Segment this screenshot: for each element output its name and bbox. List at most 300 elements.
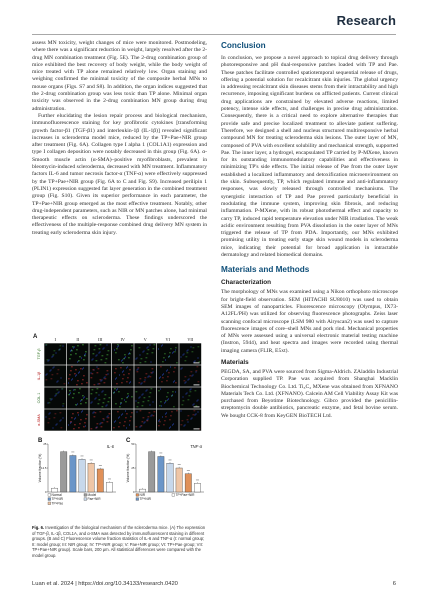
y-axis-label: Volume fraction (%) <box>126 453 130 483</box>
nucleus-dot <box>56 381 57 382</box>
legend-label: TP+NIR <box>139 497 151 502</box>
marker-signal <box>196 406 198 407</box>
nucleus-dot <box>52 427 53 428</box>
nucleus-dot <box>50 369 51 370</box>
nucleus-dot <box>184 382 185 383</box>
nucleus-dot <box>98 394 99 395</box>
nucleus-dot <box>197 411 198 412</box>
marker-signal <box>54 418 56 419</box>
marker-signal <box>74 390 76 391</box>
marker-signal <box>114 373 116 374</box>
journal-header <box>32 9 396 35</box>
nucleus-dot <box>114 391 115 392</box>
marker-signal <box>55 414 57 415</box>
marker-signal <box>107 371 109 372</box>
nucleus-dot <box>162 344 163 345</box>
nucleus-dot <box>117 388 118 389</box>
nucleus-dot <box>85 425 86 426</box>
nucleus-dot <box>172 424 173 425</box>
nucleus-dot <box>150 415 151 416</box>
marker-signal <box>122 379 124 380</box>
legend-label: NIR <box>139 493 145 497</box>
nucleus-dot <box>186 350 187 351</box>
column-label: VII <box>187 337 194 342</box>
marker-signal <box>183 401 185 402</box>
marker-signal <box>159 422 161 423</box>
nucleus-dot <box>181 367 182 368</box>
nucleus-dot <box>169 427 170 428</box>
marker-signal <box>50 399 52 400</box>
marker-signal <box>137 407 139 408</box>
nucleus-dot <box>191 375 192 376</box>
marker-signal <box>82 345 84 346</box>
marker-signal <box>169 353 171 354</box>
legend-swatch <box>136 494 139 497</box>
nucleus-dot <box>145 390 146 391</box>
nucleus-dot <box>173 423 174 424</box>
nucleus-dot <box>183 425 184 426</box>
nucleus-dot <box>117 346 118 347</box>
marker-signal <box>144 382 146 383</box>
nucleus-dot <box>196 400 197 401</box>
nucleus-dot <box>159 419 160 420</box>
nucleus-dot <box>95 355 96 356</box>
nucleus-dot <box>141 382 142 383</box>
nucleus-dot <box>193 361 194 362</box>
fluorescence-tile <box>134 409 156 430</box>
marker-signal <box>150 393 152 394</box>
marker-signal <box>143 402 145 403</box>
marker-signal <box>51 379 53 380</box>
marker-signal <box>131 346 133 347</box>
marker-signal <box>142 406 144 407</box>
y-tick-label: 25 <box>131 466 135 470</box>
nucleus-dot <box>62 405 63 406</box>
nucleus-dot <box>84 396 85 397</box>
marker-signal <box>176 363 178 364</box>
caption-text: Investigation of the biological mechanism of the scleroderma mice. (A) The expression of TGF-β, IL-1β, COL1A, and α-SMA was detected by immunofluorescent staining in different groups. (B and C) Fluorescence volume fraction statistics of IL-6 and TNF-α (I: normal group; II: model group; III: NIR group; IV: TP+NIR group; V: Pae+NIR group; VI: TP+Pae group; VII: TP+Pae+NIR group). Scale bars, 200 μm. All statistical differences were compared with the model group. <box>32 525 206 558</box>
marker-signal <box>129 421 131 422</box>
marker-signal <box>106 375 108 376</box>
marker-signal <box>171 412 173 413</box>
marker-signal <box>73 429 75 430</box>
chart-title: TNF-α <box>190 444 202 449</box>
nucleus-dot <box>124 357 125 358</box>
marker-signal <box>197 367 199 368</box>
marker-signal <box>78 361 80 362</box>
marker-signal <box>152 369 154 370</box>
marker-signal <box>47 360 49 361</box>
marker-signal <box>52 375 54 376</box>
nucleus-dot <box>81 411 82 412</box>
marker-signal <box>140 411 142 412</box>
nucleus-dot <box>140 383 141 384</box>
significance-stars: *** <box>168 459 172 463</box>
marker-signal <box>127 394 129 395</box>
nucleus-dot <box>187 421 188 422</box>
marker-signal <box>149 413 151 414</box>
figure-caption <box>32 525 207 558</box>
nucleus-dot <box>174 380 175 381</box>
marker-signal <box>129 354 131 355</box>
marker-signal <box>108 418 110 419</box>
marker-signal <box>95 346 97 347</box>
marker-signal <box>100 380 102 381</box>
nucleus-dot <box>197 357 198 358</box>
marker-signal <box>148 350 150 351</box>
nucleus-dot <box>182 396 183 397</box>
marker-signal <box>193 348 195 349</box>
nucleus-dot <box>148 375 149 376</box>
nucleus-dot <box>192 404 193 405</box>
fluorescence-tile <box>112 409 134 430</box>
bar <box>176 468 182 492</box>
marker-signal <box>103 403 105 404</box>
marker-signal <box>94 350 96 351</box>
page-number: 6 <box>392 581 396 587</box>
row-label: TGF-β <box>37 348 41 360</box>
nucleus-dot <box>107 415 108 416</box>
marker-signal <box>46 380 48 381</box>
fluorescence-tile <box>67 365 89 386</box>
nucleus-dot <box>75 375 76 376</box>
marker-signal <box>100 412 102 413</box>
marker-signal <box>97 424 99 425</box>
marker-signal <box>80 369 82 370</box>
nucleus-dot <box>162 416 163 417</box>
nucleus-dot <box>83 397 84 398</box>
marker-signal <box>140 363 142 364</box>
nucleus-dot <box>173 351 174 352</box>
nucleus-dot <box>80 400 81 401</box>
marker-signal <box>166 381 168 382</box>
marker-signal <box>154 412 156 413</box>
nucleus-dot <box>94 398 95 399</box>
nucleus-dot <box>90 402 91 403</box>
nucleus-dot <box>151 414 152 415</box>
nucleus-dot <box>142 393 143 394</box>
marker-signal <box>129 370 131 371</box>
marker-signal <box>172 392 174 393</box>
nucleus-dot <box>129 352 130 353</box>
nucleus-dot <box>152 401 153 402</box>
nucleus-dot <box>165 359 166 360</box>
marker-signal <box>79 357 81 358</box>
nucleus-dot <box>77 403 78 404</box>
marker-signal <box>146 374 148 375</box>
nucleus-dot <box>152 371 153 372</box>
marker-signal <box>109 398 111 399</box>
nucleus-dot <box>146 347 147 348</box>
y-tick-label: 0 <box>132 490 135 494</box>
marker-signal <box>106 359 108 360</box>
significance-stars: *** <box>80 455 84 459</box>
nucleus-dot <box>138 397 139 398</box>
nucleus-dot <box>102 390 103 391</box>
marker-signal <box>153 349 155 350</box>
nucleus-dot <box>158 348 159 349</box>
marker-signal <box>115 369 117 370</box>
marker-signal <box>168 373 170 374</box>
marker-signal <box>86 415 88 416</box>
marker-signal <box>69 391 71 392</box>
marker-signal <box>138 368 140 369</box>
marker-signal <box>49 403 51 404</box>
nucleus-dot <box>68 424 69 425</box>
marker-signal <box>61 428 63 429</box>
scale-bar <box>194 407 200 408</box>
marker-signal <box>75 405 77 406</box>
nucleus-dot <box>100 380 101 381</box>
marker-signal <box>136 392 138 393</box>
marker-signal <box>116 349 118 350</box>
nucleus-dot <box>106 344 107 345</box>
nucleus-dot <box>164 402 165 403</box>
nucleus-dot <box>180 368 181 369</box>
marker-signal <box>141 426 143 427</box>
nucleus-dot <box>187 379 188 380</box>
nucleus-dot <box>85 353 86 354</box>
marker-signal <box>86 399 88 400</box>
marker-signal <box>187 353 189 354</box>
marker-signal <box>73 394 75 395</box>
nucleus-dot <box>143 422 144 423</box>
legend-label: TP+Pae+NIR <box>175 493 195 497</box>
nucleus-dot <box>166 412 167 413</box>
fluorescence-tile <box>157 387 179 408</box>
marker-signal <box>108 351 110 352</box>
nucleus-dot <box>127 366 128 367</box>
marker-signal <box>70 422 72 423</box>
body-paragraph: assess MN toxicity, weight changes of mice were monitored. Postmodeling, where there was a significant reduction in weight, largely resolved after the 2-drug MN combination treatment (Fig. 5E). The 2-drug combination group of mice exhibited the best recovery of body weight, while the body weight of mice treated with TP alone remained relatively low. Organ staining and weighing confirmed the minimal toxicity of the composite herbal MNs to mouse organs (Figs. S7 and S8). In addition, the organ indices suggested that the 2-drug combination group was less toxic than TP alone. Minimal organ toxicity was observed in the 2-drug combination MN group during drug administration. <box>32 40 207 112</box>
nucleus-dot <box>185 381 186 382</box>
nucleus-dot <box>55 394 56 395</box>
nucleus-dot <box>119 416 120 417</box>
marker-signal <box>184 381 186 382</box>
bar <box>149 452 155 492</box>
y-tick-label: 50 <box>131 442 135 446</box>
nucleus-dot <box>121 414 122 415</box>
nucleus-dot <box>136 411 137 412</box>
fluorescence-tile <box>157 343 179 364</box>
nucleus-dot <box>45 416 46 417</box>
nucleus-dot <box>96 366 97 367</box>
fluorescence-tile <box>89 365 111 386</box>
marker-signal <box>96 361 98 362</box>
materials-heading: Materials <box>221 358 249 366</box>
marker-signal <box>147 354 149 355</box>
marker-signal <box>174 352 176 353</box>
marker-signal <box>86 383 88 384</box>
marker-signal <box>77 381 79 382</box>
marker-signal <box>168 357 170 358</box>
nucleus-dot <box>101 379 102 380</box>
marker-signal <box>97 373 99 374</box>
nucleus-dot <box>68 382 69 383</box>
nucleus-dot <box>118 345 119 346</box>
scale-bar <box>194 363 200 364</box>
bar <box>88 463 94 492</box>
marker-signal <box>153 416 155 417</box>
nucleus-dot <box>166 370 167 371</box>
marker-signal <box>74 425 76 426</box>
nucleus-dot <box>161 405 162 406</box>
nucleus-dot <box>103 419 104 420</box>
nucleus-dot <box>53 366 54 367</box>
marker-signal <box>120 403 122 404</box>
right-column <box>221 40 398 420</box>
marker-signal <box>94 385 96 386</box>
characterization-heading: Characterization <box>221 279 272 287</box>
nucleus-dot <box>149 404 150 405</box>
nucleus-dot <box>195 371 196 372</box>
nucleus-dot <box>195 413 196 414</box>
nucleus-dot <box>188 378 189 379</box>
nucleus-dot <box>187 349 188 350</box>
marker-signal <box>152 353 154 354</box>
nucleus-dot <box>96 354 97 355</box>
marker-signal <box>190 376 192 377</box>
marker-signal <box>84 356 86 357</box>
bar <box>185 474 191 492</box>
marker-signal <box>48 423 50 424</box>
nucleus-dot <box>175 349 176 350</box>
bar <box>70 456 76 492</box>
marker-signal <box>151 389 153 390</box>
marker-signal <box>102 423 104 424</box>
nucleus-dot <box>84 354 85 355</box>
nucleus-dot <box>105 405 106 406</box>
nucleus-dot <box>137 368 138 369</box>
nucleus-dot <box>180 356 181 357</box>
left-column <box>32 40 207 237</box>
fluorescence-tile <box>89 409 111 430</box>
marker-signal <box>95 413 97 414</box>
nucleus-dot <box>104 376 105 377</box>
nucleus-dot <box>91 401 92 402</box>
nucleus-dot <box>190 418 191 419</box>
marker-signal <box>118 392 120 393</box>
conclusion-paragraph: In conclusion, we propose a novel approach to topical drug delivery through photoresponsive and pH dual-responsive patches loaded with TP and Pae. These patches facilitate controlled spatiotemporal sequential release of drugs, offering a potential solution for recalcitrant skin injuries. The global urgency in addressing recalcitrant skin diseases stems from their intractability and high recurrence, imposing significant burdens on afflicted patients. Current clinical drug applications are constrained by elevated adverse reactions, limited potency, intense side effects, and challenges in precise drug administration. Consequently, there is a critical need to explore alternative therapies that provide safe and precise localized treatment to alleviate patient suffering. Therefore, we designed a shell and nucleus structured multiresponsive herbal compound MN for treating scleroderma skin lesions. The outer layer of MN, composed of PVA with excellent solubility and mechanical strength, supported Pae. The inner layer, a hydrogel, encapsulated TP carried by P-MXene, known for its outstanding immunomodulatory capabilities and effectiveness in minimizing TP's side effects. The initial release of Pae from the outer layer established a localized inflammatory and detoxification microenvironment on the skin. Subsequently, TP, which regulated immune and anti-inflammatory responses, was slowly released through controlled mechanisms. The synergistic interaction of TP and Pae proved particularly beneficial in modulating the immune system, improving skin fibrosis, and reducing inflammation. P-MXene, with its robust photothermal effect and capacity to carry TP, induced rapid temperature elevation under NIR irradiation. The weak acidic environment resulting from PVA dissolution in the outer layer of MNs triggered the release of TP from PDA. Importantly, our MNs exhibited promising utility in treating early stage skin wound models in scleroderma mice, indicating their potential for broad application in intractable dermatology and related biomedical domains. <box>221 55 398 259</box>
nucleus-dot <box>95 397 96 398</box>
marker-signal <box>150 377 152 378</box>
marker-signal <box>91 378 93 379</box>
marker-signal <box>70 355 72 356</box>
marker-signal <box>94 417 96 418</box>
legend-swatch <box>136 498 139 501</box>
marker-signal <box>54 351 56 352</box>
nucleus-dot <box>135 358 136 359</box>
nucleus-dot <box>90 372 91 373</box>
marker-signal <box>114 389 116 390</box>
nucleus-dot <box>185 393 186 394</box>
scale-bar <box>194 429 200 430</box>
fluorescence-tile <box>89 387 111 408</box>
nucleus-dot <box>165 413 166 414</box>
marker-signal <box>124 422 126 423</box>
scale-bar <box>194 385 200 386</box>
journal-name: Research <box>336 13 396 28</box>
marker-signal <box>107 422 109 423</box>
marker-signal <box>74 374 76 375</box>
fluorescence-tile <box>112 387 134 408</box>
nucleus-dot <box>190 346 191 347</box>
marker-signal <box>165 417 167 418</box>
caption-label: Fig. 6. <box>32 525 45 530</box>
nucleus-dot <box>49 412 50 413</box>
marker-signal <box>98 404 100 405</box>
nucleus-dot <box>149 344 150 345</box>
nucleus-dot <box>116 389 117 390</box>
nucleus-dot <box>103 347 104 348</box>
marker-signal <box>163 358 165 359</box>
nucleus-dot <box>74 346 75 347</box>
nucleus-dot <box>46 373 47 374</box>
marker-signal <box>77 346 79 347</box>
marker-signal <box>72 347 74 348</box>
marker-signal <box>198 347 200 348</box>
marker-signal <box>108 402 110 403</box>
legend-label: Normal <box>51 493 62 497</box>
marker-signal <box>126 398 128 399</box>
nucleus-dot <box>126 367 127 368</box>
marker-signal <box>71 367 73 368</box>
marker-signal <box>101 427 103 428</box>
marker-signal <box>60 413 62 414</box>
marker-signal <box>113 428 115 429</box>
nucleus-dot <box>186 392 187 393</box>
nucleus-dot <box>58 391 59 392</box>
nucleus-dot <box>136 369 137 370</box>
marker-signal <box>125 418 127 419</box>
nucleus-dot <box>189 389 190 390</box>
marker-signal <box>81 384 83 385</box>
legend-label: TP+NIR <box>51 497 63 502</box>
nucleus-dot <box>51 356 52 357</box>
marker-signal <box>158 426 160 427</box>
significance-stars: *** <box>159 452 163 456</box>
nucleus-dot <box>146 419 147 420</box>
marker-signal <box>68 395 70 396</box>
marker-signal <box>59 350 61 351</box>
marker-signal <box>80 404 82 405</box>
nucleus-dot <box>93 411 94 412</box>
marker-signal <box>78 393 80 394</box>
marker-signal <box>149 397 151 398</box>
nucleus-dot <box>141 394 142 395</box>
marker-signal <box>181 425 183 426</box>
nucleus-dot <box>77 361 78 362</box>
marker-signal <box>76 385 78 386</box>
marker-signal <box>140 379 142 380</box>
legend-swatch <box>48 498 51 501</box>
nucleus-dot <box>163 373 164 374</box>
significance-stars: *** <box>98 465 102 469</box>
y-tick-label: 25 <box>43 442 47 446</box>
marker-signal <box>46 345 48 346</box>
marker-signal <box>169 420 171 421</box>
fluorescence-tile <box>157 365 179 386</box>
marker-signal <box>130 417 132 418</box>
nucleus-dot <box>175 391 176 392</box>
marker-signal <box>68 379 70 380</box>
marker-signal <box>102 407 104 408</box>
fluorescence-tile <box>44 409 66 430</box>
marker-signal <box>198 382 200 383</box>
marker-signal <box>127 378 129 379</box>
nucleus-dot <box>76 374 77 375</box>
nucleus-dot <box>139 426 140 427</box>
